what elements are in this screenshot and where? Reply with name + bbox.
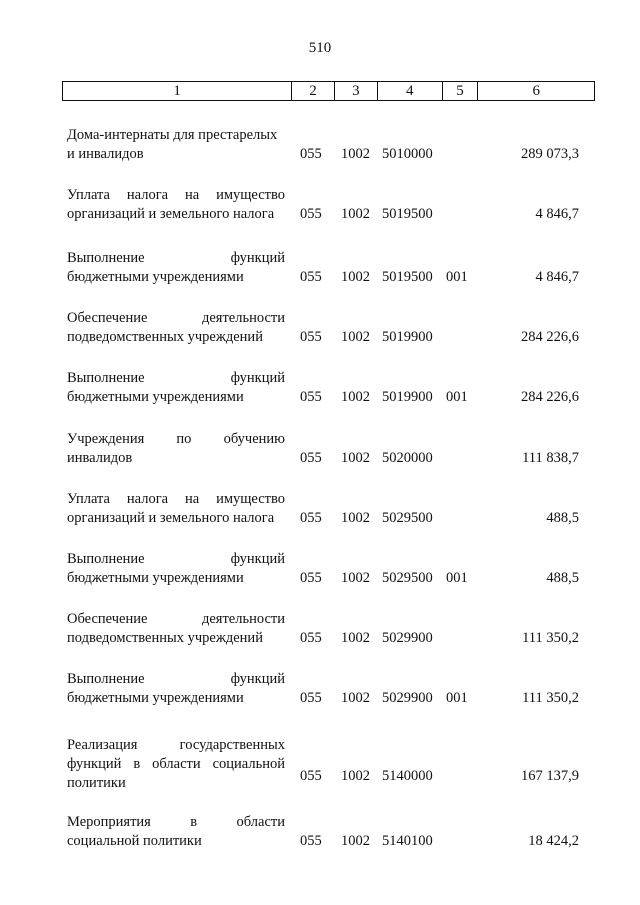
row-csr: 5019900 <box>382 329 433 345</box>
row-name <box>67 430 285 468</box>
header-cell-1: 1 <box>63 82 292 100</box>
row-rz: 1002 <box>341 269 370 285</box>
row-name-line: функций в области социальной <box>67 756 285 772</box>
row-name <box>67 813 285 851</box>
table-header <box>62 81 595 101</box>
row-name-line: подведомственных учреждений <box>67 329 263 345</box>
row-name-line: социальной политики <box>67 833 202 849</box>
row-name-line: Учреждения по обучению <box>67 431 285 447</box>
row-ved: 055 <box>300 768 322 784</box>
row-rz: 1002 <box>341 146 370 162</box>
row-name-line: Уплата налога на имущество <box>67 491 285 507</box>
row-name-line: и инвалидов <box>67 146 144 162</box>
row-csr: 5029500 <box>382 510 433 526</box>
row-ved: 055 <box>300 389 322 405</box>
row-name-line: политики <box>67 775 126 791</box>
row-name-line: организаций и земельного налога <box>67 206 275 222</box>
row-name-line: подведомственных учреждений <box>67 630 263 646</box>
row-amount: 284 226,6 <box>521 329 579 345</box>
row-name-line: Обеспечение деятельности <box>67 310 285 326</box>
row-ved: 055 <box>300 630 322 646</box>
row-name <box>67 550 285 588</box>
row-name-line: Выполнение функций <box>67 551 285 567</box>
row-name-line: Дома-интернаты для престарелых <box>67 127 278 143</box>
row-amount: 167 137,9 <box>521 768 579 784</box>
row-name-line: бюджетными учреждениями <box>67 269 244 285</box>
row-ved: 055 <box>300 450 322 466</box>
row-vr: 001 <box>446 690 468 706</box>
row-name <box>67 369 285 407</box>
row-name-line: Выполнение функций <box>67 370 285 386</box>
row-name-line: инвалидов <box>67 450 133 466</box>
row-csr: 5140000 <box>382 768 433 784</box>
row-csr: 5019500 <box>382 269 433 285</box>
header-cell-3: 3 <box>335 82 378 100</box>
row-csr: 5029900 <box>382 630 433 646</box>
row-name <box>67 670 285 708</box>
row-name <box>67 126 285 164</box>
row-name-line: организаций и земельного налога <box>67 510 275 526</box>
row-csr: 5010000 <box>382 146 433 162</box>
row-csr: 5019900 <box>382 389 433 405</box>
row-vr: 001 <box>446 570 468 586</box>
row-name-line: Обеспечение деятельности <box>67 611 285 627</box>
row-ved: 055 <box>300 329 322 345</box>
row-ved: 055 <box>300 510 322 526</box>
row-rz: 1002 <box>341 768 370 784</box>
row-name-line: Выполнение функций <box>67 250 285 266</box>
row-name-line: бюджетными учреждениями <box>67 690 244 706</box>
row-amount: 111 838,7 <box>522 450 579 466</box>
row-name-line: бюджетными учреждениями <box>67 389 244 405</box>
row-csr: 5140100 <box>382 833 433 849</box>
row-csr: 5029500 <box>382 570 433 586</box>
header-cell-2: 2 <box>292 82 335 100</box>
row-rz: 1002 <box>341 510 370 526</box>
row-name <box>67 249 285 287</box>
row-csr: 5020000 <box>382 450 433 466</box>
row-name <box>67 490 285 528</box>
row-ved: 055 <box>300 833 322 849</box>
row-rz: 1002 <box>341 206 370 222</box>
row-amount: 284 226,6 <box>521 389 579 405</box>
row-csr: 5029900 <box>382 690 433 706</box>
header-cell-6: 6 <box>532 83 540 99</box>
row-amount: 488,5 <box>546 510 579 526</box>
row-ved: 055 <box>300 269 322 285</box>
row-vr: 001 <box>446 389 468 405</box>
row-ved: 055 <box>300 690 322 706</box>
row-csr: 5019500 <box>382 206 433 222</box>
row-rz: 1002 <box>341 389 370 405</box>
row-rz: 1002 <box>341 329 370 345</box>
header-cell-4: 4 <box>378 82 443 100</box>
row-vr: 001 <box>446 269 468 285</box>
row-rz: 1002 <box>341 833 370 849</box>
row-rz: 1002 <box>341 570 370 586</box>
row-amount: 18 424,2 <box>528 833 579 849</box>
row-rz: 1002 <box>341 630 370 646</box>
row-name-line: Уплата налога на имущество <box>67 187 285 203</box>
row-ved: 055 <box>300 206 322 222</box>
row-ved: 055 <box>300 146 322 162</box>
row-amount: 4 846,7 <box>535 269 579 285</box>
row-name <box>67 610 285 648</box>
row-amount: 289 073,3 <box>521 146 579 162</box>
row-name <box>67 309 285 347</box>
row-name-line: бюджетными учреждениями <box>67 570 244 586</box>
row-name <box>67 186 285 224</box>
row-amount: 4 846,7 <box>535 206 579 222</box>
row-name-line: Мероприятия в области <box>67 814 285 830</box>
row-rz: 1002 <box>341 450 370 466</box>
header-cell-5: 5 <box>443 82 479 100</box>
row-amount: 488,5 <box>546 570 579 586</box>
row-name-line: Реализация государственных <box>67 737 285 753</box>
row-name <box>67 736 285 793</box>
row-amount: 111 350,2 <box>522 630 579 646</box>
row-rz: 1002 <box>341 690 370 706</box>
row-name-line: Выполнение функций <box>67 671 285 687</box>
row-ved: 055 <box>300 570 322 586</box>
row-amount: 111 350,2 <box>522 690 579 706</box>
page-number: 510 <box>308 40 332 56</box>
